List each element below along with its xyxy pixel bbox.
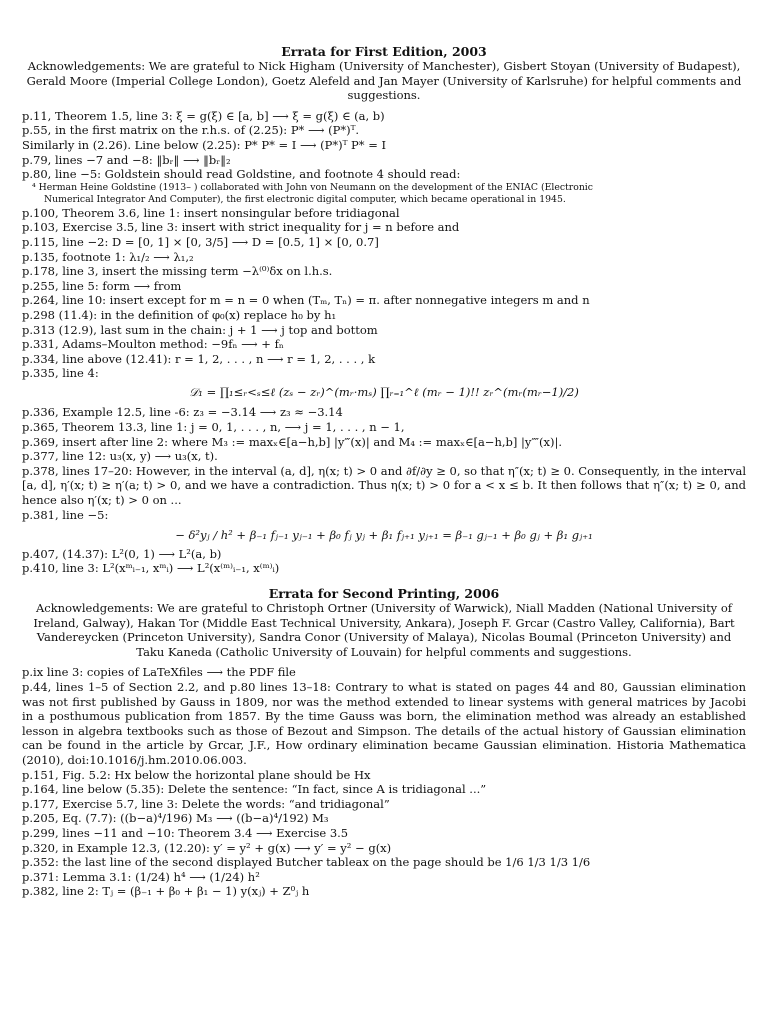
- erratum-item: p.331, Adams–Moulton method: −9fₙ ⟶ + fₙ: [22, 337, 284, 352]
- erratum-item: p.334, line above (12.41): r = 1, 2, . . . , n ⟶ r = 1, 2, . . . , k: [22, 351, 376, 366]
- erratum-item: p.55, in the first matrix on the r.h.s. of (2.25): P* ⟶ (P*)ᵀ.: [22, 123, 360, 138]
- erratum-item: p.365, Theorem 13.3, line 1: j = 0, 1, . . . , n, ⟶ j = 1, . . . , n − 1,: [22, 420, 405, 435]
- erratum-item: p.369, insert after line 2: where M₃ := maxₓ∈[a−h,b] |y‴(x)| and M₄ := maxₓ∈[a−h,b] |y⁗(x)|.: [22, 434, 562, 449]
- erratum-item: p.177, Exercise 5.7, line 3: Delete the words: “and tridiagonal”: [22, 796, 390, 811]
- equation-p381: − δ²yⱼ / h² + β₋₁ fⱼ₋₁ yⱼ₋₁ + β₀ fⱼ yⱼ + β₁ fⱼ₊₁ yⱼ₊₁ = β₋₁ gⱼ₋₁ + β₀ gⱼ + β₁ gⱼ₊₁: [175, 528, 593, 543]
- erratum-item: p.335, line 4:: [22, 366, 99, 381]
- second-printing-title: Errata for Second Printing, 2006: [268, 586, 500, 601]
- first-acknowledgements: Acknowledgements: We are grateful to Nick Higham (University of Manchester), Gisbert Stoyan (University of Budapest), Gerald Moore (Imperial College London), Goetz Alefeld and Jan Mayer (University of Karlsruhe) for helpful comments and suggestions.: [26, 59, 742, 103]
- erratum-item: p.255, line 5: form ⟶ from: [22, 278, 182, 293]
- erratum-item: p.264, line 10: insert except for m = n = 0 when (Tₘ, Tₙ) = π. after nonnegative integers m and n: [22, 293, 590, 308]
- erratum-item: p.103, Exercise 3.5, line 3: insert with strict inequality for j = n before and: [22, 220, 460, 235]
- second-printing-section: [22, 586, 746, 899]
- erratum-item: p.298 (11.4): in the definition of φ₀(x) replace h₀ by h₁: [22, 307, 337, 322]
- erratum-item: p.80, line −5: Goldstein should read Goldstine, and footnote 4 should read:: [22, 167, 461, 182]
- errata-page: [22, 44, 746, 899]
- footnote-line: Numerical Integrator And Computer), the first electronic digital computer, which became operational in 1945.: [44, 193, 566, 205]
- erratum-item: p.410, line 3: L²(xᵐᵢ₋₁, xᵐᵢ) ⟶ L²(x⁽ᵐ⁾ᵢ₋₁, x⁽ᵐ⁾ᵢ): [22, 561, 280, 576]
- erratum-item: p.151, Fig. 5.2: Hx below the horizontal plane should be Hx: [22, 767, 371, 782]
- erratum-item: p.ix line 3: copies of LaTeXfiles ⟶ the PDF file: [22, 665, 296, 680]
- erratum-item: p.164, line below (5.35): Delete the sentence: “In fact, since A is tridiagonal ...”: [22, 782, 487, 797]
- erratum-item: p.79, lines −7 and −8: ‖bᵣ‖ ⟶ ‖bᵣ‖₂: [22, 152, 231, 167]
- erratum-item: p.382, line 2: Tⱼ = (β₋₁ + β₀ + β₁ − 1) y(xⱼ) + Z⁰ⱼ h: [22, 884, 310, 899]
- erratum-item: p.11, Theorem 1.5, line 3: ξ = g(ξ) ∈ [a, b] ⟶ ξ = g(ξ) ∈ (a, b): [22, 108, 385, 123]
- footnote-line: ⁴ Herman Heine Goldstine (1913– ) collaborated with John von Neumann on the development of the ENIAC (Electronic: [32, 181, 593, 193]
- erratum-item: p.407, (14.37): L²(0, 1) ⟶ L²(a, b): [22, 546, 222, 561]
- erratum-item: p.377, line 12: u₃(x, y) ⟶ u₃(x, t).: [22, 449, 218, 464]
- erratum-item: p.135, footnote 1: λ₁/₂ ⟶ λ₁,₂: [22, 249, 194, 264]
- erratum-item: p.352: the last line of the second displayed Butcher tableax on the page should be 1/6 1/3 1/3 1/6: [22, 855, 591, 870]
- erratum-item: p.381, line −5:: [22, 507, 109, 522]
- erratum-item: p.178, line 3, insert the missing term −λ⁽⁰⁾δx on l.h.s.: [22, 264, 333, 279]
- erratum-item: p.313 (12.9), last sum in the chain: j + 1 ⟶ j top and bottom: [22, 322, 378, 337]
- erratum-item: p.115, line −2: D = [0, 1] × [0, 3/5] ⟶ D = [0.5, 1] × [0, 0.7]: [22, 234, 379, 249]
- first-errata-list: [22, 109, 746, 576]
- equation-p335: 𝒟₁ = ∏₁≤ᵣ<ₛ≤ℓ (zₛ − zᵣ)^(mᵣ·mₛ) ∏ᵣ₌₁^ℓ (mᵣ − 1)!! zᵣ^(mᵣ(mᵣ−1)/2): [189, 384, 579, 399]
- erratum-p378: p.378, lines 17–20: However, in the interval (a, d], η(x; t) > 0 and ∂f/∂y ≥ 0, so that η″(x; t) ≥ 0. Consequently, in the interval [a, d], η′(x; t) ≥ η′(a; t) > 0, and we have a contradiction. Thus η(x; t) > 0 for a < x ≤ b. It then follows that η″(x; t) ≥ 0, and hence also η′(x; t) > 0 on ...: [22, 463, 746, 508]
- erratum-item: p.205, Eq. (7.7): ((b−a)⁴/196) M₃ ⟶ ((b−a)⁴/192) M₃: [22, 811, 329, 826]
- erratum-item: Similarly in (2.26). Line below (2.25): P* P* = I ⟶ (P*)ᵀ P* = I: [22, 137, 387, 152]
- erratum-item: p.100, Theorem 3.6, line 1: insert nonsingular before tridiagonal: [22, 205, 400, 220]
- erratum-item: p.336, Example 12.5, line -6: z₃ = −3.14 ⟶ z₃ ≈ −3.14: [22, 405, 343, 420]
- erratum-p44: p.44, lines 1–5 of Section 2.2, and p.80 lines 13–18: Contrary to what is stated on pages 44 and 80, Gaussian elimination was not first published by Gauss in 1809, nor was the method extended to linear systems with general matrices by Jacobi in a posthumous publication from 1857. By the time Gauss was born, the elimination method was already an established lesson in algebra textbooks such as those of Bezout and Simpson. The details of the actual history of Gaussian elimination can be found in the article by Grcar, J.F., How ordinary elimination became Gaussian elimination. Historia Mathematica (2010), doi:10.1016/j.hm.2010.06.003.: [22, 679, 746, 767]
- erratum-item: p.371: Lemma 3.1: (1/24) h⁴ ⟶ (1/24) h²: [22, 869, 260, 884]
- second-acknowledgements: Acknowledgements: We are grateful to Christoph Ortner (University of Warwick), Niall Madden (National University of Ireland, Galway), Hakan Tor (Middle East Technical University, Ankara), Joseph F. Grcar (Castro Valley, California), Bart Vandereycken (Princeton University), Sandra Conor (University of Malaya), Nicolas Boumal (Princeton University) and Taku Kaneda (Catholic University of Louvain) for helpful comments and suggestions.: [33, 601, 735, 659]
- erratum-item: p.320, in Example 12.3, (12.20): y′ = y² + g(x) ⟶ y′ = y² − g(x): [22, 840, 392, 855]
- erratum-item: p.299, lines −11 and −10: Theorem 3.4 ⟶ Exercise 3.5: [22, 825, 349, 840]
- first-edition-title: Errata for First Edition, 2003: [281, 44, 487, 59]
